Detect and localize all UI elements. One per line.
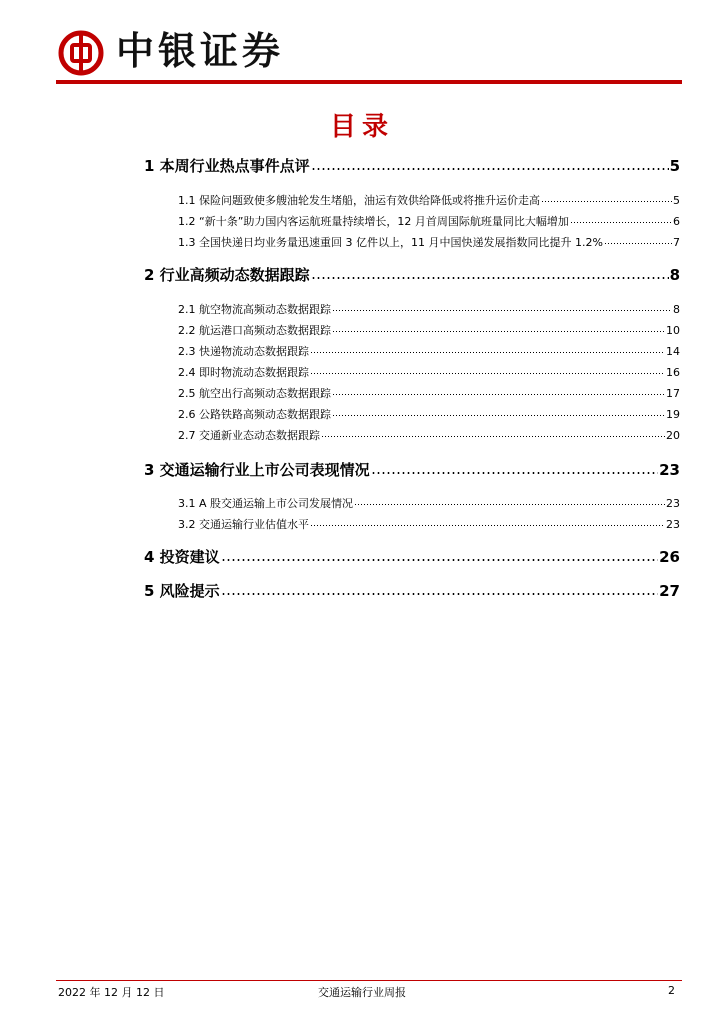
toc-page: 5: [673, 194, 680, 207]
toc-label: 3.2 交通运输行业估值水平: [178, 518, 309, 531]
toc-item-1-1[interactable]: [178, 192, 680, 206]
toc-item-2-2[interactable]: [178, 322, 680, 336]
toc-label: 2.5 航空出行高频动态数据跟踪: [178, 387, 331, 400]
toc-item-2-5[interactable]: [178, 385, 680, 399]
toc-leader: [332, 330, 665, 333]
toc-item-3-1[interactable]: [178, 495, 680, 509]
toc-label: 2.7 交通新业态动态数据跟踪: [178, 429, 320, 442]
toc-page: 23: [666, 518, 680, 531]
toc-item-1-2[interactable]: [178, 213, 680, 227]
toc-label: 2.6 公路铁路高频动态数据跟踪: [178, 408, 331, 421]
toc-page: 23: [666, 497, 680, 510]
toc-leader: [311, 276, 669, 280]
toc-page: 8: [669, 266, 680, 284]
toc-label: 1 本周行业热点事件点评: [144, 157, 310, 175]
toc-label: 2.2 航运港口高频动态数据跟踪: [178, 324, 331, 337]
page-header: [0, 0, 724, 90]
toc-section-3[interactable]: [144, 459, 680, 479]
toc-leader: [332, 393, 665, 396]
toc-label: 5 风险提示: [144, 582, 220, 600]
brand-name: 中银证券: [116, 28, 285, 73]
toc-leader: [310, 372, 665, 375]
toc-leader: [311, 167, 669, 171]
toc-label: 2.1 航空物流高频动态数据跟踪: [178, 303, 331, 316]
footer-report-name: 交通运输行业周报: [318, 986, 406, 999]
toc-section-5[interactable]: [144, 580, 680, 600]
toc-leader: [332, 414, 665, 417]
toc-label: 2.4 即时物流动态数据跟踪: [178, 366, 309, 379]
toc-page: 23: [659, 461, 680, 479]
header-divider: [56, 80, 682, 84]
footer-divider: [56, 980, 682, 981]
toc-page: 14: [666, 345, 680, 358]
toc-label: 1.3 全国快递日均业务量迅速重回 3 亿件以上，11 月中国快递发展指数同比提升 1.2%: [178, 236, 603, 249]
toc-item-2-3[interactable]: [178, 343, 680, 357]
toc-leader: [570, 221, 672, 224]
toc-label: 3.1 A 股交通运输上市公司发展情况: [178, 497, 354, 510]
toc-page: 19: [666, 408, 680, 421]
page-title: 目录: [329, 112, 394, 142]
toc-item-2-7[interactable]: [178, 427, 680, 441]
toc-leader: [332, 309, 672, 312]
toc-section-4[interactable]: [144, 546, 680, 566]
toc-label: 2 行业高频动态数据跟踪: [144, 266, 310, 284]
toc-item-1-3[interactable]: [178, 234, 680, 248]
footer-page-number: 2: [668, 984, 675, 997]
toc-page: 8: [673, 303, 680, 316]
toc-item-2-6[interactable]: [178, 406, 680, 420]
toc-item-2-1[interactable]: [178, 301, 680, 315]
toc-page: 5: [669, 157, 680, 175]
toc-label: 1.1 保险问题致使多艘油轮发生堵船，油运有效供给降低或将推升运价走高: [178, 194, 540, 207]
toc-leader: [604, 242, 672, 245]
toc-leader: [310, 524, 665, 527]
toc-page: 16: [666, 366, 680, 379]
toc-leader: [221, 592, 658, 596]
toc-leader: [221, 558, 658, 562]
toc-page: 17: [666, 387, 680, 400]
toc-section-2[interactable]: [144, 264, 680, 284]
toc-label: 4 投资建议: [144, 548, 220, 566]
toc-item-2-4[interactable]: [178, 364, 680, 378]
toc-page: 27: [659, 582, 680, 600]
toc-page: 7: [673, 236, 680, 249]
toc-leader: [354, 503, 665, 506]
footer-date: 2022 年 12 月 12 日: [58, 986, 165, 999]
toc-page: 10: [666, 324, 680, 337]
toc-section-1[interactable]: [144, 155, 680, 175]
toc-page: 20: [666, 429, 680, 442]
toc-page: 6: [673, 215, 680, 228]
toc-leader: [371, 471, 658, 475]
toc-label: 3 交通运输行业上市公司表现情况: [144, 461, 370, 479]
toc-leader: [541, 200, 672, 203]
toc-page: 26: [659, 548, 680, 566]
toc-label: 2.3 快递物流动态数据跟踪: [178, 345, 309, 358]
toc-leader: [321, 435, 665, 438]
toc-leader: [310, 351, 665, 354]
toc-label: 1.2 “新十条”助力国内客运航班量持续增长，12 月首周国际航班量同比大幅增加: [178, 215, 569, 228]
bank-of-china-logo-icon: [58, 30, 104, 76]
toc-item-3-2[interactable]: [178, 516, 680, 530]
